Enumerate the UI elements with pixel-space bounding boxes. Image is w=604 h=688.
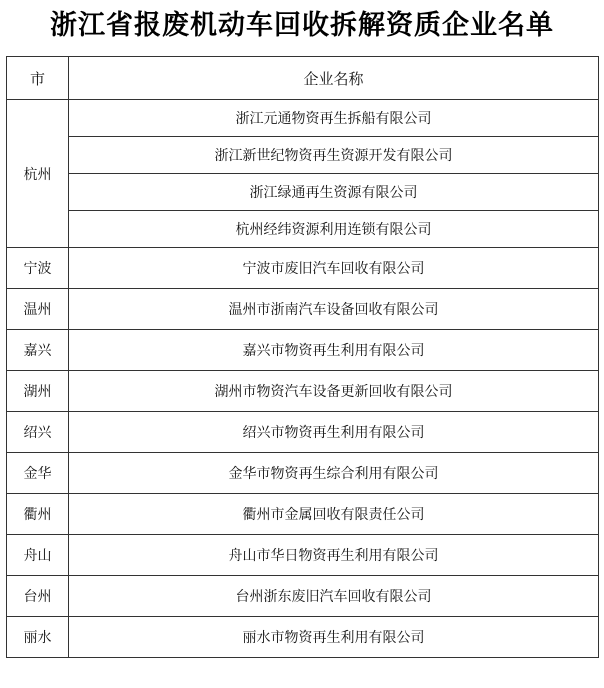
city-cell: 舟山 [7,535,69,576]
city-cell: 宁波 [7,248,69,289]
company-cell: 温州市浙南汽车设备回收有限公司 [69,289,599,330]
city-cell: 湖州 [7,371,69,412]
table-row [7,576,599,617]
table-row [7,137,599,174]
table-row-hangzhou [7,100,599,137]
table-row [7,412,599,453]
city-cell-hangzhou: 杭州 [7,100,69,248]
company-cell: 湖州市物资汽车设备更新回收有限公司 [69,371,599,412]
table-row [7,289,599,330]
page-title: 浙江省报废机动车回收拆解资质企业名单 [50,10,554,41]
table-row [7,535,599,576]
city-cell: 衢州 [7,494,69,535]
city-cell: 嘉兴 [7,330,69,371]
header-city: 市 [7,57,69,100]
company-cell: 金华市物资再生综合利用有限公司 [69,453,599,494]
company-cell: 杭州经纬资源利用连锁有限公司 [69,211,599,248]
city-cell: 台州 [7,576,69,617]
table-row [7,453,599,494]
table-row [7,371,599,412]
company-cell: 宁波市废旧汽车回收有限公司 [69,248,599,289]
city-cell: 丽水 [7,617,69,658]
company-cell: 浙江绿通再生资源有限公司 [69,174,599,211]
table-row [7,174,599,211]
company-cell: 台州浙东废旧汽车回收有限公司 [69,576,599,617]
table-header-row [7,57,599,100]
company-cell: 丽水市物资再生利用有限公司 [69,617,599,658]
table-row [7,330,599,371]
table-row [7,248,599,289]
company-cell: 浙江新世纪物资再生资源开发有限公司 [69,137,599,174]
company-cell: 嘉兴市物资再生利用有限公司 [69,330,599,371]
table-row [7,617,599,658]
header-company: 企业名称 [69,57,599,100]
company-cell: 衢州市金属回收有限责任公司 [69,494,599,535]
table-row [7,211,599,248]
city-cell: 绍兴 [7,412,69,453]
company-table [6,56,599,658]
table-row [7,494,599,535]
company-cell: 浙江元通物资再生拆船有限公司 [69,100,599,137]
company-cell: 绍兴市物资再生利用有限公司 [69,412,599,453]
city-cell: 温州 [7,289,69,330]
company-cell: 舟山市华日物资再生利用有限公司 [69,535,599,576]
city-cell: 金华 [7,453,69,494]
